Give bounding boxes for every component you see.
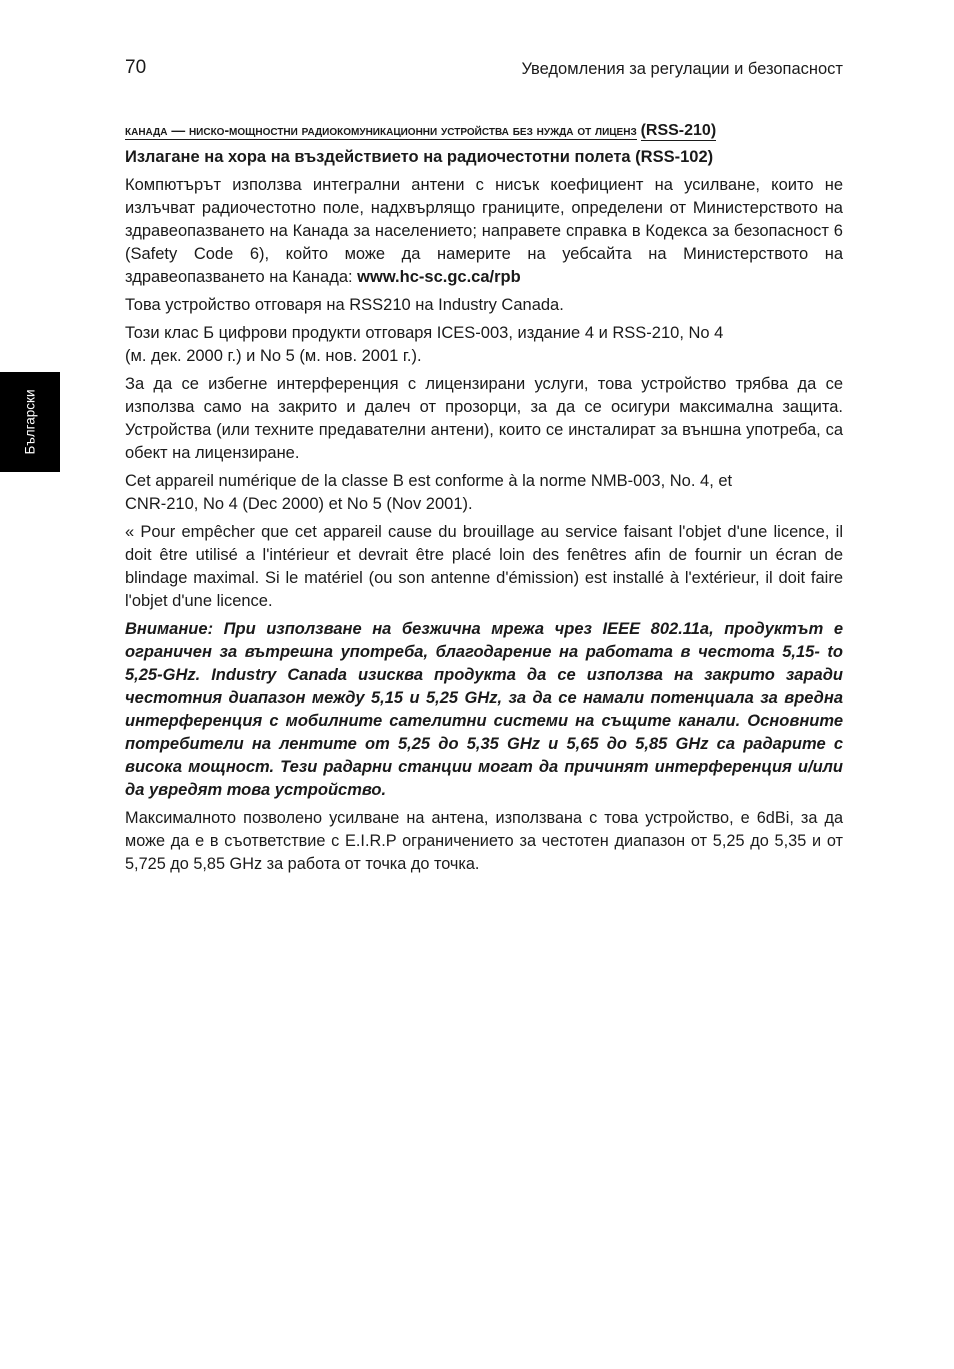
paragraph-rf-exposure [125, 174, 843, 289]
paragraph-french-licence: « Pour empêcher que cet appareil cause du brouillage au service faisant l'objet d'une licence, il doit être utilisé a l'intérieur et devrait être placé loin des fenêtres afin de fournir un écran de blindage maximal. Si le matériel (ou son antenne d'émission) est installé à l'extérieur, il doit faire l'objet d'une licence. [125, 523, 843, 610]
language-side-tab-label: Български [22, 389, 38, 455]
page-number: 70 [125, 57, 147, 78]
subheading-rss102: Излагане на хора на въздействието на радиочестотни полета (RSS-102) [125, 148, 714, 166]
section-heading [125, 120, 843, 141]
paragraph-class-b-line2: (м. дек. 2000 г.) и No 5 (м. нов. 2001 г.). [125, 347, 422, 365]
running-header: Уведомления за регулации и безопасност [521, 60, 843, 78]
page-content [125, 120, 843, 881]
paragraph-interference: За да се избегне интерференция с лицензирани услуги, това устройство трябва да се използва само на закрито и далеч от прозорци, за да се осигури максимална защита. Устройства (или техните предавателни антени), които се инсталират за външна употреба, са обект на лицензиране. [125, 375, 843, 462]
paragraph-class-b-line1: Този клас Б цифрови продукти отговаря ICES-003, издание 4 и RSS-210, No 4 [125, 324, 724, 342]
warning-paragraph: Внимание: При използване на безжична мрежа чрез IEEE 802.11a, продуктът е ограничен за вътрешна употреба, благодарение на работата в честота 5,15- to 5,25-GHz. Industry Canada изисква продукта да се използва на закрито заради честотния диапазон между 5,15 и 5,25 GHz, за да се намали потенциала за вредна интерференция с мобилните сателитни системи на същите канали. Основните потребители на лентите от 5,25 до 5,35 GHz и 5,65 до 5,85 GHz са радарите с висока мощност. Тези радарни станции могат да причинят интерференция и/или да увредят това устройство. [125, 620, 843, 799]
paragraph-class-b [125, 322, 843, 368]
paragraph-antenna-gain: Максималното позволено усилване на антена, използвана с това устройство, е 6dBi, за да може да е в съответствие с E.I.R.P ограничението за честотен диапазон от 5,25 до 5,35 и от 5,725 до 5,85 GHz за работа от точка до точка. [125, 809, 843, 873]
paragraph-rf-exposure-text: Компютърът използва интегрални антени с нисък коефициент на усилване, които не излъчват радиочестотно поле, надхвърлящо границите, определени от Министерството на здравеопазването на Канада за населението; направете справка в Кодекса за безопасност 6 (Safety Code 6), който може да намерите на уебсайта на Министерството на здравеопазването на Канада: [125, 176, 843, 286]
paragraph-french-class-b-line2: CNR-210, No 4 (Dec 2000) et No 5 (Nov 2001). [125, 495, 473, 513]
section-heading-code: (RSS-210) [640, 122, 717, 139]
language-side-tab [0, 372, 60, 472]
paragraph-french-class-b-line1: Cet appareil numérique de la classe B est conforme à la norme NMB-003, No. 4, et [125, 472, 733, 490]
paragraph-rss210: Това устройство отговаря на RSS210 на Industry Canada. [125, 296, 564, 314]
section-heading-text: канада — ниско-мощностни радиокомуникационни устройства без нужда от лиценз [125, 123, 637, 138]
health-canada-url: www.hc-sc.gc.ca/rpb [357, 268, 521, 286]
paragraph-french-class-b [125, 470, 843, 516]
